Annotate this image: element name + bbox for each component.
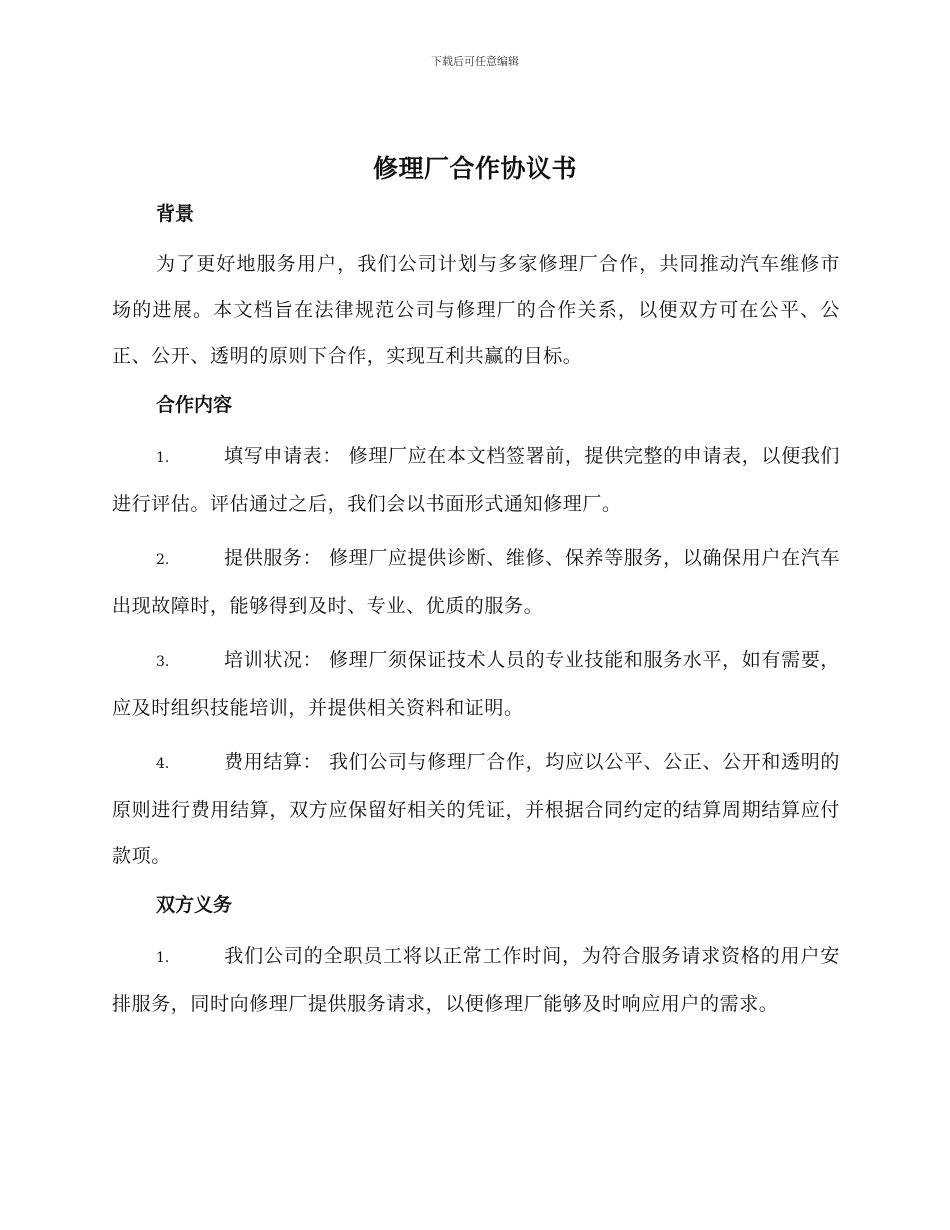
cooperation-item-2 bbox=[112, 535, 840, 629]
list-number: 3. bbox=[156, 654, 170, 670]
header-note: 下载后可任意编辑 bbox=[431, 55, 519, 68]
list-item-text: 填写申请表： 修理厂应在本文档签署前，提供完整的申请表，以便我们进行评估。评估通过之后，我们会以书面形式通知修理厂。 bbox=[112, 445, 840, 515]
list-item-text: 费用结算： 我们公司与修理厂合作，均应以公平、公正、公开和透明的原则进行费用结算，双方应保留好相关的凭证，并根据合同约定的结算周期结算应付款项。 bbox=[112, 751, 840, 867]
list-number: 2. bbox=[156, 552, 170, 568]
cooperation-item-4 bbox=[112, 739, 840, 879]
list-item-text: 提供服务： 修理厂应提供诊断、维修、保养等服务，以确保用户在汽车出现故障时，能够得到及时、专业、优质的服务。 bbox=[112, 547, 840, 617]
section-heading-background: 背景 bbox=[156, 203, 195, 225]
duties-item-1 bbox=[112, 933, 840, 1027]
cooperation-item-1 bbox=[112, 433, 840, 527]
list-item-text: 我们公司的全职员工将以正常工作时间，为符合服务请求资格的用户安排服务，同时向修理厂提供服务请求，以便修理厂能够及时响应用户的需求。 bbox=[112, 945, 840, 1015]
background-paragraph: 为了更好地服务用户，我们公司计划与多家修理厂合作，共同推动汽车维修市场的进展。本文档旨在法律规范公司与修理厂的合作关系，以便双方可在公平、公正、公开、透明的原则下合作，实现互利共赢的目标。 bbox=[112, 253, 840, 367]
cooperation-item-3 bbox=[112, 637, 840, 731]
section-heading-cooperation: 合作内容 bbox=[156, 394, 233, 416]
list-number: 1. bbox=[156, 450, 170, 466]
section-heading-duties: 双方义务 bbox=[156, 894, 233, 916]
list-item-text: 培训状况： 修理厂须保证技术人员的专业技能和服务水平，如有需要，应及时组织技能培训，并提供相关资料和证明。 bbox=[112, 649, 840, 719]
document-body bbox=[112, 196, 840, 1027]
list-number: 1. bbox=[156, 950, 170, 966]
document-title: 修理厂合作协议书 bbox=[372, 154, 577, 183]
list-number: 4. bbox=[156, 756, 170, 772]
